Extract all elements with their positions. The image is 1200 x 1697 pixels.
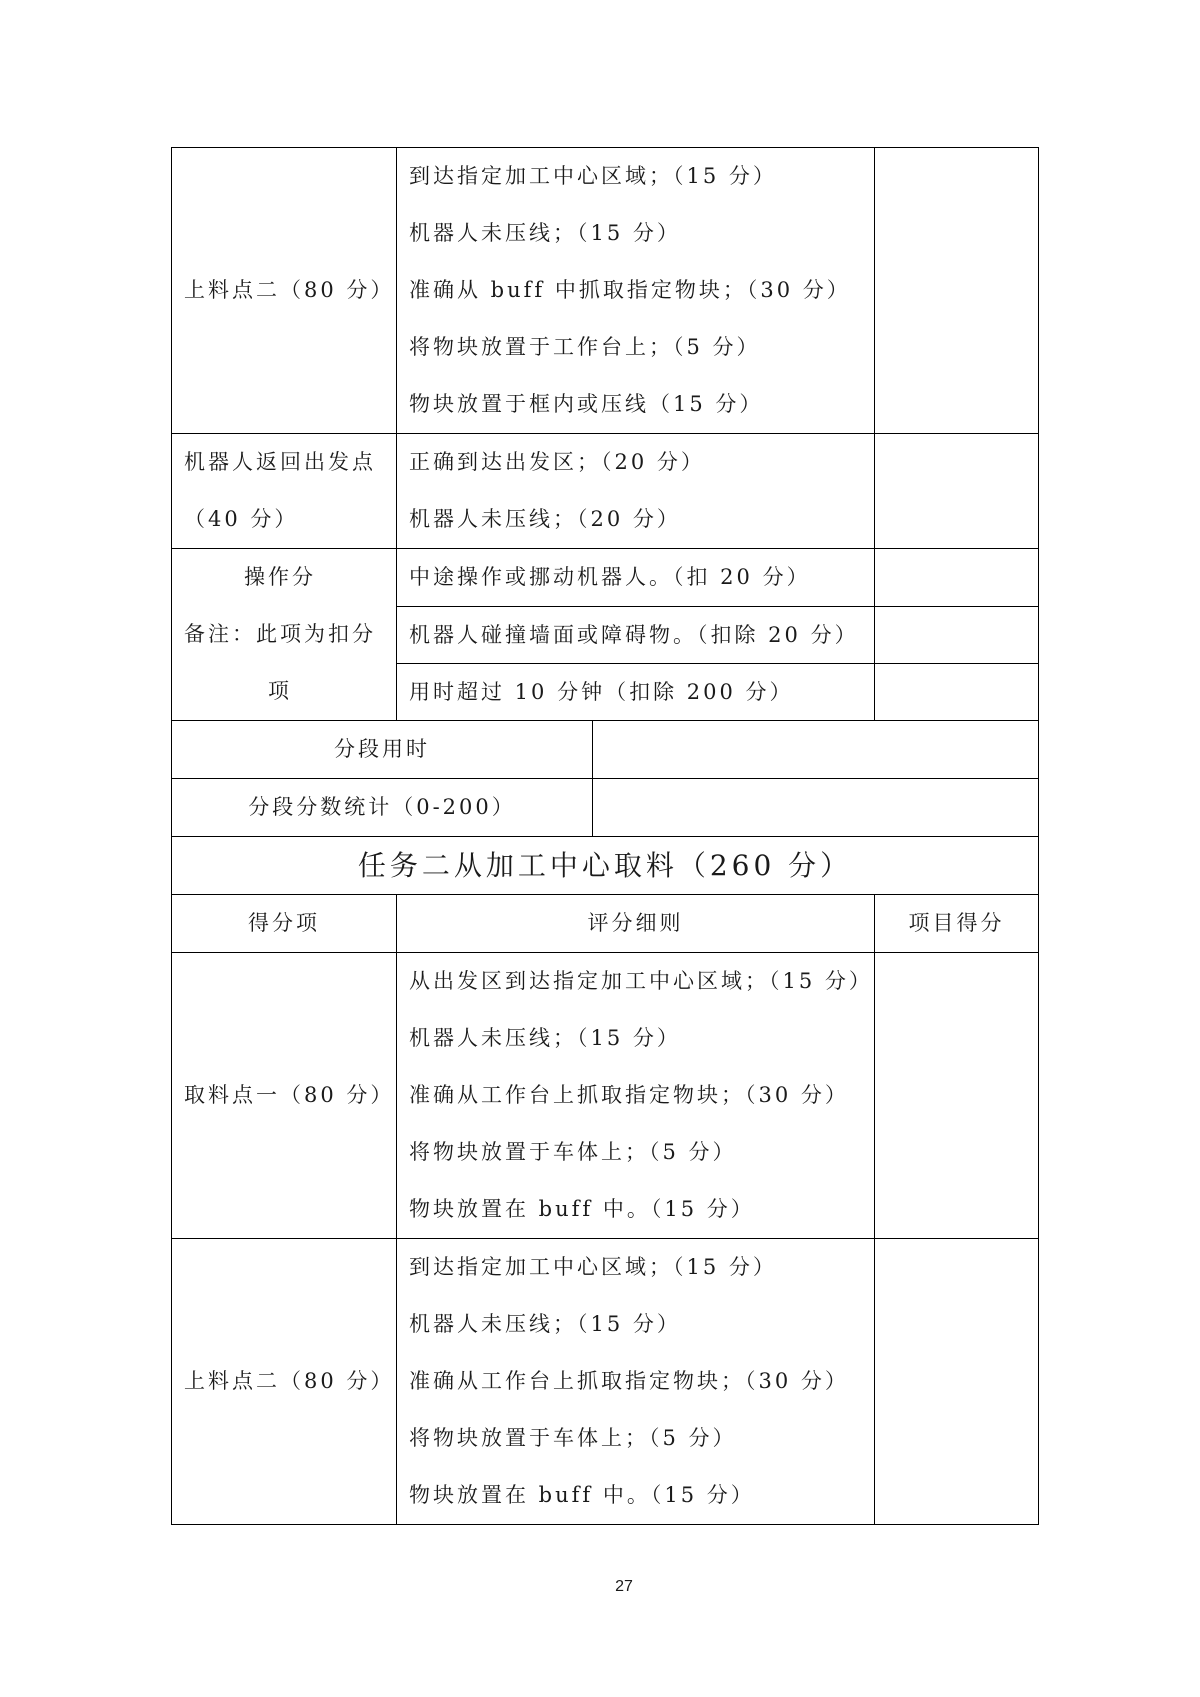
segment-score-label-cell <box>172 779 592 836</box>
score-item-label: 上料点二（80 分） <box>184 278 395 302</box>
deduction-line: 机器人碰撞墙面或障碍物。（扣除 20 分） <box>397 606 874 663</box>
score-item-cell <box>172 434 396 548</box>
score-item-label: 取料点一（80 分） <box>184 1083 395 1107</box>
section-title-cell <box>172 837 1038 894</box>
rule-line: 物块放置在 buff 中。（15 分） <box>409 1483 755 1507</box>
score-cell <box>874 953 1038 1238</box>
rules-cell <box>396 953 874 1238</box>
rules-cell <box>396 549 874 720</box>
table-header-row <box>171 895 1039 953</box>
rule-line: 到达指定加工中心区域；（15 分） <box>409 1255 777 1279</box>
header-item-cell <box>172 895 396 952</box>
rule-line: 机器人未压线；（15 分） <box>409 1312 681 1336</box>
header-rules: 评分细则 <box>587 911 684 935</box>
rule-line: 将物块放置于车体上；（5 分） <box>409 1140 737 1164</box>
rule-line: 将物块放置于工作台上；（5 分） <box>409 335 761 359</box>
segment-time-label-cell <box>172 721 592 778</box>
score-subcell <box>875 606 1038 663</box>
score-item-label: 项 <box>268 679 292 703</box>
rules-cell <box>396 434 874 548</box>
page-number: 27 <box>615 1578 633 1595</box>
score-item-cell <box>172 953 396 1238</box>
table-row <box>171 549 1039 721</box>
segment-score-value-cell <box>592 779 1038 836</box>
table-row <box>171 953 1039 1239</box>
score-subcell <box>875 663 1038 720</box>
rule-line: 准确从工作台上抓取指定物块；（30 分） <box>409 1083 849 1107</box>
rule-line: 将物块放置于车体上；（5 分） <box>409 1426 737 1450</box>
header-rules-cell <box>396 895 874 952</box>
score-cell <box>874 549 1038 720</box>
rule-line: 物块放置于框内或压线（15 分） <box>409 392 764 416</box>
table-row <box>171 837 1039 895</box>
table-row <box>171 434 1039 549</box>
scoring-table <box>171 147 1039 1525</box>
rule-line: 从出发区到达指定加工中心区域；（15 分） <box>409 969 873 993</box>
segment-time-label: 分段用时 <box>334 737 430 761</box>
score-item-label: 备注：此项为扣分 <box>184 622 376 646</box>
score-item-label: 操作分 <box>244 565 316 589</box>
deduction-line: 用时超过 10 分钟（扣除 200 分） <box>397 663 874 720</box>
score-item-cell <box>172 148 396 433</box>
header-item: 得分项 <box>248 911 320 935</box>
header-score-cell <box>874 895 1038 952</box>
table-row <box>171 1239 1039 1525</box>
score-item-label: （40 分） <box>184 507 299 531</box>
score-cell <box>874 1239 1038 1524</box>
section-title: 任务二从加工中心取料（260 分） <box>357 849 853 882</box>
score-item-cell <box>172 549 396 720</box>
header-score: 项目得分 <box>908 911 1005 935</box>
rule-line: 物块放置在 buff 中。（15 分） <box>409 1197 755 1221</box>
deduction-line: 中途操作或挪动机器人。（扣 20 分） <box>409 565 811 589</box>
segment-score-label: 分段分数统计（0-200） <box>248 795 516 819</box>
table-row <box>171 147 1039 434</box>
table-row <box>171 779 1039 837</box>
score-cell <box>874 148 1038 433</box>
rules-cell <box>396 1239 874 1524</box>
score-item-cell <box>172 1239 396 1524</box>
score-item-label: 上料点二（80 分） <box>184 1369 395 1393</box>
rule-line: 正确到达出发区；（20 分） <box>409 450 705 474</box>
rule-line: 机器人未压线；（15 分） <box>409 221 681 245</box>
rule-line: 到达指定加工中心区域；（15 分） <box>409 164 777 188</box>
rules-cell <box>396 148 874 433</box>
rule-line: 准确从 buff 中抓取指定物块；（30 分） <box>409 278 851 302</box>
table-row <box>171 721 1039 779</box>
score-item-label: 机器人返回出发点 <box>184 450 376 474</box>
score-cell <box>874 434 1038 548</box>
segment-time-value-cell <box>592 721 1038 778</box>
rule-line: 机器人未压线；（20 分） <box>409 507 681 531</box>
rule-line: 准确从工作台上抓取指定物块；（30 分） <box>409 1369 849 1393</box>
rule-line: 机器人未压线；（15 分） <box>409 1026 681 1050</box>
score-subcell <box>875 549 1038 606</box>
